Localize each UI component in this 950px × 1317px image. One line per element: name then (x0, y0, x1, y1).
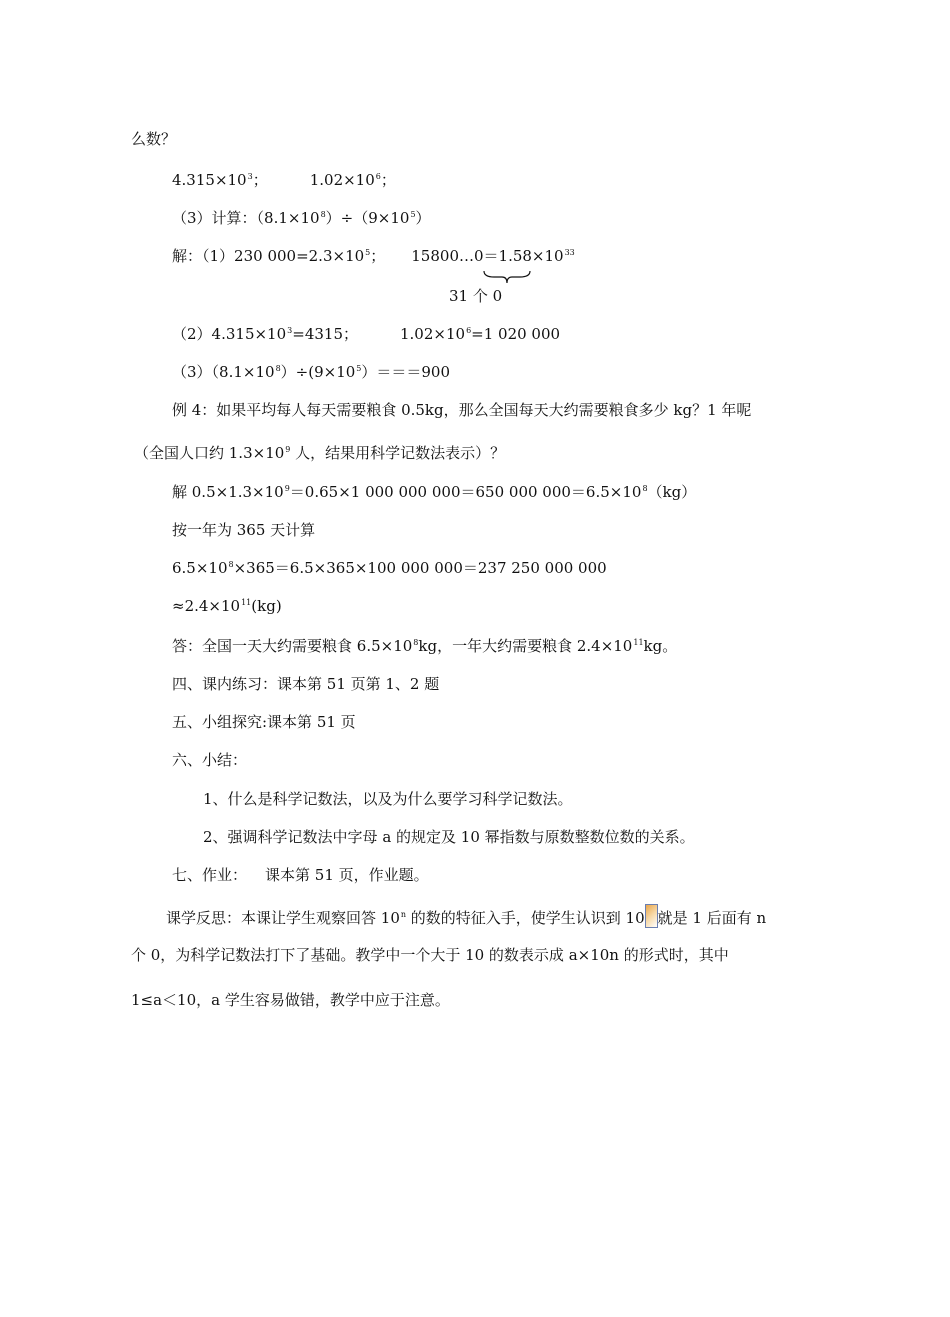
section-heading: 四、课内练习：课本第 51 页第 1、2 题 (172, 675, 440, 693)
section-heading: 五、小组探究:课本第 51 页 (172, 713, 356, 731)
underbrace-icon (482, 270, 532, 284)
list-item: 1、什么是科学记数法，以及为什么要学习科学记数法。 (203, 790, 573, 808)
text-line: $\approx 2.4\times 10^{11}(kg)$ (172, 597, 282, 615)
text-line: 解：（1）230 $000=2.3\times 10^5$； $15800\dots 0=1.58\times 10^{33}$ (172, 247, 575, 265)
text-line: 1≤a＜10，a 学生容易做错，教学中应于注意。 (131, 991, 450, 1009)
text-line: 么数？ (131, 130, 177, 148)
text-line: 课学反思：本课让学生观察回答 10$^n$ 的数的特征入手，使学生认识到 10 就是 1 后面有 n (166, 904, 766, 928)
text-line: 解 $0.5\times 1.3\times 10^9=0.65\times 1$ 000 000 000＝650 000 $000=6.5\times 10^8(kg)$ (172, 483, 697, 501)
section-heading: 七、作业： 课本第 51 页，作业题。 (172, 866, 429, 884)
text-line: 答：全国一天大约需要粮食 $6.5\times 10^8kg$，一年大约需要粮食 $2.4\times 10^{11}kg$。 (172, 637, 678, 655)
text-line: 个 0，为科学记数法打下了基础。教学中一个大于 10 的数表示成 a×10n 的形式时，其中 (131, 946, 729, 964)
text-line: （全国人口约 $1.3\times 10^9$ 人，结果用科学记数法表示）？ (134, 444, 506, 462)
text-line: 例 4：如果平均每人每天需要粮食 0.5kg，那么全国每天大约需要粮食多少 kg？1 年呢 (172, 401, 752, 419)
text-line: $4.315\times 10^3$； $1.02\times 10^6$； (172, 171, 396, 189)
text-line: $(3)(8.1\times 10^8)\div(9\times 10^5)===900$ (172, 363, 451, 381)
text-line: （3）计算：$(8.1\times 10^8)\div(9\times 10^5)$ (172, 209, 431, 227)
text-line: $(2)4.315\times 10^3=4315$； $1.02\times 10^6=1$ 020 000 (172, 325, 561, 343)
text-line: 按一年为 365 天计算 (172, 521, 316, 539)
text-line: $6.5\times 10^8\times 365=6.5\times 365\times 100$ 000 000＝237 250 000 000 (172, 559, 607, 577)
section-heading: 六、小结： (172, 751, 248, 769)
brace-label: 31 个 0 (449, 287, 503, 305)
list-item: 2、强调科学记数法中字母 a 的规定及 10 幂指数与原数整数位数的关系。 (203, 828, 695, 846)
embedded-image-icon (645, 904, 658, 928)
